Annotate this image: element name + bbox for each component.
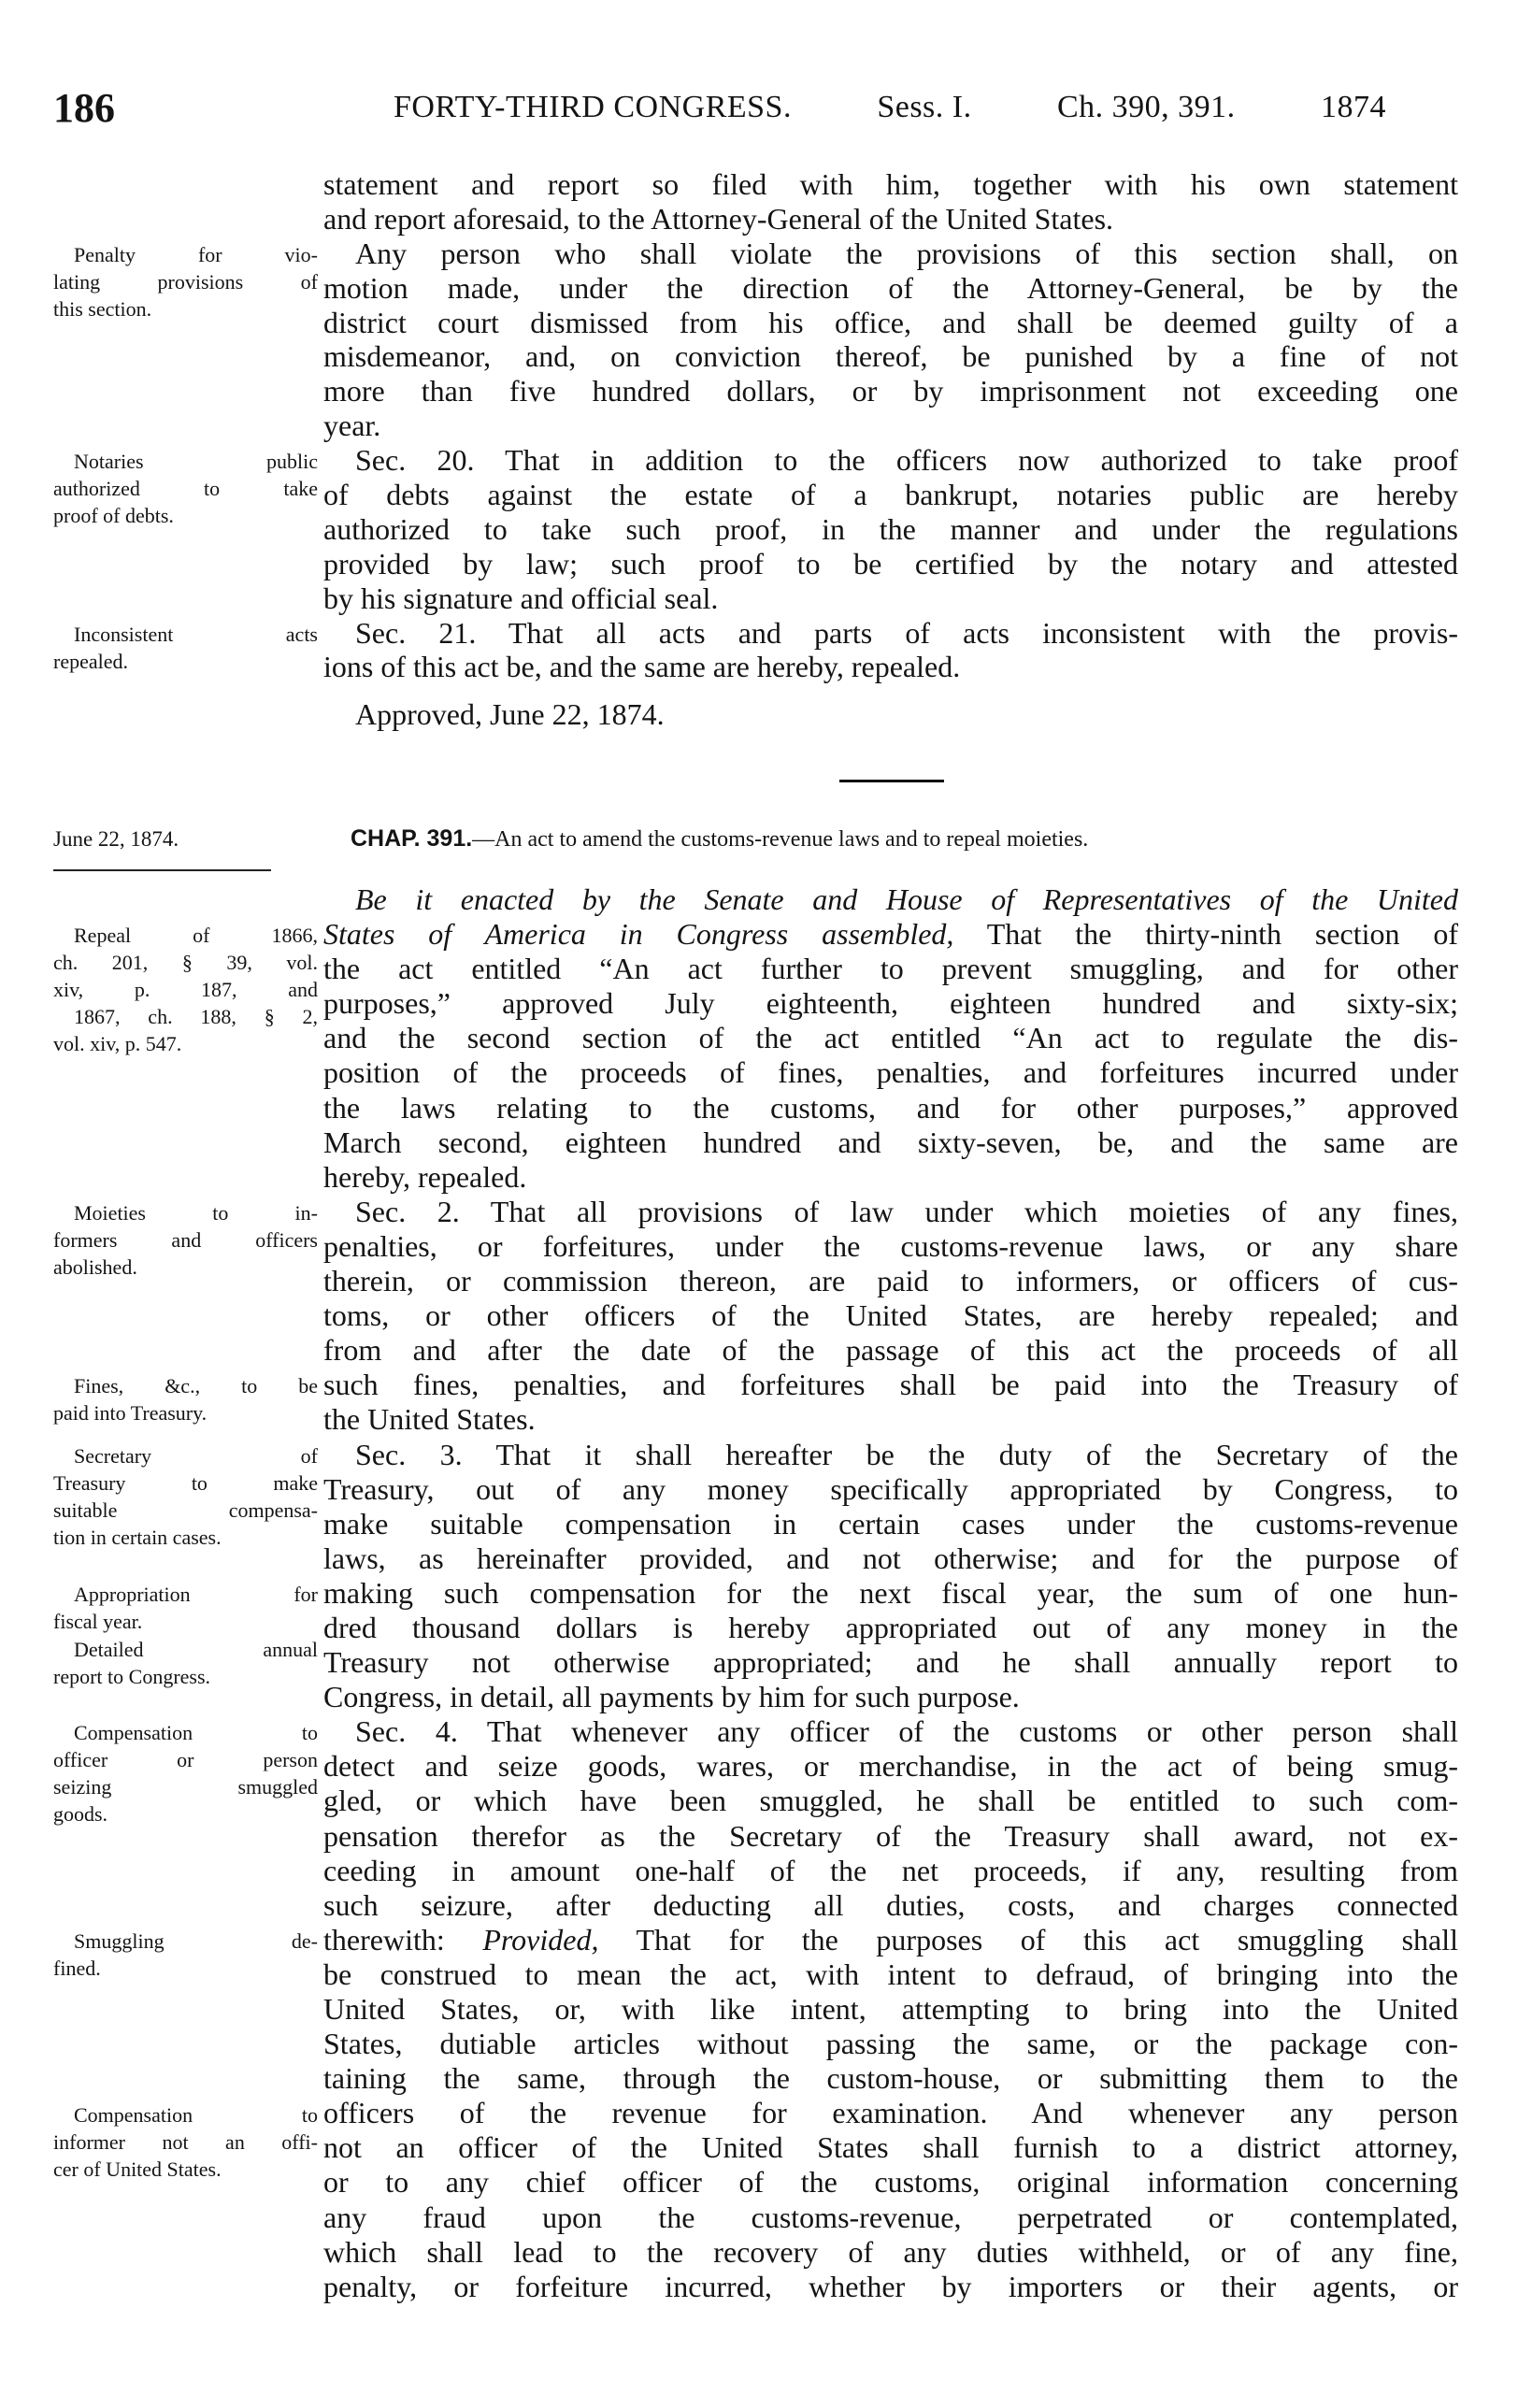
margin-note-line: Secretary of <box>74 1443 318 1468</box>
chapter-heading <box>351 825 1088 853</box>
text-line <box>323 1402 1458 1437</box>
text-segment: the United States. <box>323 1402 536 1437</box>
text-segment: such seizure, after deducting all duties, costs, and charges connected <box>323 1887 1458 1922</box>
text-line <box>323 1923 1458 1957</box>
text-segment: States, dutiable articles without passing the same, or the package con- <box>323 2027 1458 2061</box>
margin-note-line: fined. <box>53 1956 101 1980</box>
chapter-number: CHAP. 391. <box>351 825 473 852</box>
text-line <box>323 1298 1458 1333</box>
margin-note-line: Penalty for vio- <box>74 242 318 266</box>
text-line <box>323 2027 1458 2061</box>
text-segment: authorized to take such proof, in the manner and under the regulations <box>323 511 1458 546</box>
text-line <box>323 2096 1458 2130</box>
text-segment: purposes,” approved July eighteenth, eighteen hundred and sixty-six; <box>323 986 1458 1021</box>
margin-note <box>53 621 318 675</box>
text-line <box>323 1784 1458 1818</box>
text-segment: toms, or other officers of the United States, are hereby repealed; and <box>323 1298 1458 1333</box>
margin-note-line: Compensation to <box>74 2102 318 2127</box>
text-segment: gled, or which have been smuggled, he shall be entitled to such com- <box>323 1784 1458 1818</box>
margin-note <box>53 1442 318 1551</box>
text-segment: Sec. 2. That all provisions of law under which moieties of any fines, <box>355 1194 1458 1228</box>
margin-note <box>53 1199 318 1281</box>
margin-note-line: proof of debts. <box>53 504 174 528</box>
margin-note <box>53 1372 318 1426</box>
text-segment: officers of the revenue for examination. And whenever any person <box>323 2096 1458 2130</box>
margin-note-line: Fines, &c., to be <box>74 1374 318 1398</box>
text-line <box>323 236 1458 271</box>
text-segment: United States, or, with like intent, attempting to bring into the United <box>323 1992 1458 2026</box>
text-segment: ions of this act be, and the same are hereby, repealed. <box>323 650 961 684</box>
text-segment: from and after the date of the passage of this act the proceeds of all <box>323 1333 1458 1368</box>
margin-note-line: Moieties to in- <box>74 1200 318 1225</box>
section-divider <box>839 780 944 782</box>
text-segment: district court dismissed from his office, and shall be deemed guilty of a <box>323 305 1458 339</box>
text-line <box>323 581 1458 616</box>
margin-note <box>53 1581 318 1635</box>
chapter-390-text <box>323 167 1458 684</box>
margin-note <box>53 922 318 1057</box>
text-line <box>323 1957 1458 1992</box>
margin-note-line: Detailed annual <box>74 1638 318 1662</box>
margin-note <box>53 1636 318 1690</box>
text-segment: misdemeanor, and, on conviction thereof, be punished by a fine of not <box>323 339 1458 374</box>
text-segment: therein, or commission thereon, are paid to informers, or officers of cus- <box>323 1264 1458 1298</box>
text-line <box>323 1160 1458 1195</box>
text-line <box>323 1819 1458 1854</box>
text-segment: That for the purposes of this act smuggling shall <box>598 1922 1459 1956</box>
margin-note-line: seizing smuggled <box>53 1775 318 1799</box>
text-segment: laws, as hereinafter provided, and not otherwise; and for the purpose of <box>323 1541 1458 1575</box>
text-segment: Sec. 21. That all acts and parts of acts inconsistent with the provis- <box>355 615 1458 650</box>
running-head-chapters: Ch. 390, 391. <box>1056 90 1236 124</box>
text-segment: ceeding in amount one-half of the net proceeds, if any, resulting from <box>323 1853 1458 1887</box>
text-line <box>323 986 1458 1021</box>
text-line <box>323 1541 1458 1576</box>
text-line <box>323 1576 1458 1611</box>
margin-note-line: officer or person <box>53 1748 318 1772</box>
text-segment: which shall lead to the recovery of any duties withheld, or of any fine, <box>323 2234 1458 2269</box>
margin-note-line: paid into Treasury. <box>53 1401 208 1426</box>
date-underline <box>53 869 271 871</box>
text-line <box>323 167 1458 202</box>
text-line <box>323 271 1458 306</box>
margin-note <box>53 241 318 322</box>
text-segment: and the second section of the act entitled “An act to regulate the dis- <box>323 1021 1458 1055</box>
text-segment: position of the proceeds of fines, penalties, and forfeitures incurred under <box>323 1055 1458 1090</box>
text-segment: Congress, in detail, all payments by him for such purpose. <box>323 1680 1020 1714</box>
text-line <box>323 1611 1458 1645</box>
text-line <box>323 1091 1458 1125</box>
margin-note <box>53 1928 318 1982</box>
margin-note-line: Compensation to <box>74 1721 318 1745</box>
margin-note-line: Notaries public <box>74 450 318 474</box>
approval-line: Approved, June 22, 1874. <box>355 697 665 731</box>
margin-note-line: tion in certain cases. <box>53 1525 222 1549</box>
margin-note-line: authorized to take <box>53 477 318 501</box>
margin-note-line: suitable compensa- <box>53 1498 318 1522</box>
text-line <box>323 1888 1458 1923</box>
text-line <box>323 2061 1458 2096</box>
text-segment: be construed to mean the act, with intent to defraud, of bringing into the <box>323 1956 1458 1991</box>
margin-note-line: Inconsistent acts <box>74 622 318 646</box>
margin-note-line: cer of United States. <box>53 2157 222 2181</box>
margin-note-line: goods. <box>53 1802 108 1827</box>
text-segment: March second, eighteen hundred and sixty-seven, be, and the same are <box>323 1125 1458 1159</box>
text-segment: Any person who shall violate the provisions of this section shall, on <box>355 236 1458 270</box>
text-line <box>323 1680 1458 1714</box>
text-segment: taining the same, through the custom-house, or submitting them to the <box>323 2061 1458 2096</box>
text-line <box>323 547 1458 581</box>
text-segment: pensation therefor as the Secretary of the Treasury shall award, not ex- <box>323 1818 1458 1853</box>
text-line <box>323 1055 1458 1090</box>
text-line <box>323 339 1458 374</box>
text-line <box>323 1992 1458 2027</box>
margin-note-line: xiv, p. 187, and <box>53 978 318 1002</box>
text-segment: or to any chief officer of the customs, original information concerning <box>323 2165 1458 2200</box>
margin-note-line: repealed. <box>53 649 128 673</box>
text-segment: and report aforesaid, to the Attorney-General of the United States. <box>323 201 1114 236</box>
margin-note <box>53 1719 318 1828</box>
running-head-session: Sess. I. <box>877 90 972 124</box>
italic-text: Be it enacted by the Senate and House of Representatives of the United <box>355 882 1458 916</box>
text-segment: penalties, or forfeitures, under the customs-revenue laws, or any share <box>323 1228 1458 1263</box>
italic-text: States of America in Congress assembled, <box>323 917 954 952</box>
running-head-congress: FORTY-THIRD CONGRESS. <box>394 90 792 124</box>
text-line <box>323 917 1458 952</box>
text-line <box>323 1195 1458 1229</box>
text-segment: Sec. 4. That whenever any officer of the customs or other person shall <box>355 1714 1458 1749</box>
text-line <box>323 882 1458 917</box>
text-line <box>323 512 1458 547</box>
margin-note-line: fiscal year. <box>53 1610 143 1633</box>
chapter-date: June 22, 1874. <box>53 827 179 851</box>
margin-note-line: ch. 201, § 39, vol. <box>53 951 318 975</box>
text-segment: hereby, repealed. <box>323 1159 527 1194</box>
margin-note <box>53 2101 318 2183</box>
text-segment: make suitable compensation in certain cases under the customs-revenue <box>323 1506 1458 1541</box>
text-segment: such fines, penalties, and forfeitures shall be paid into the Treasury of <box>323 1368 1458 1402</box>
text-line <box>323 478 1458 512</box>
margin-note-line: abolished. <box>53 1254 137 1279</box>
text-line <box>323 374 1458 408</box>
text-segment: therewith: <box>323 1922 483 1956</box>
text-line <box>323 616 1458 651</box>
text-line <box>323 1749 1458 1784</box>
text-line <box>323 2200 1458 2235</box>
text-line <box>323 443 1458 478</box>
text-line <box>323 1438 1458 1472</box>
text-line <box>323 650 1458 684</box>
text-line <box>323 952 1458 986</box>
text-line <box>323 1229 1458 1264</box>
margin-note-line: Treasury to make <box>53 1470 318 1495</box>
text-segment: any fraud upon the customs-revenue, perpetrated or contemplated, <box>323 2200 1458 2234</box>
text-segment: That the thirty-ninth section of <box>953 917 1459 952</box>
running-head-year: 1874 <box>1320 90 1386 124</box>
text-line <box>323 1021 1458 1055</box>
text-line <box>323 2130 1458 2165</box>
text-segment: penalty, or forfeiture incurred, whether by importers or their agents, or <box>323 2269 1458 2303</box>
text-line <box>323 202 1458 236</box>
text-line <box>323 1714 1458 1749</box>
text-segment: more than five hundred dollars, or by imprisonment not exceeding one <box>323 374 1458 408</box>
text-line <box>323 2165 1458 2200</box>
text-segment: making such compensation for the next fiscal year, the sum of one hun- <box>323 1575 1458 1610</box>
text-line <box>323 1333 1458 1368</box>
italic-text: Provided, <box>482 1922 599 1956</box>
text-segment: detect and seize goods, wares, or merchandise, in the act of being smug- <box>323 1749 1458 1784</box>
margin-note-line: vol. xiv, p. 547. <box>53 1032 182 1056</box>
margin-note-line: Smuggling de- <box>74 1929 318 1953</box>
margin-note-line: lating provisions of <box>53 269 318 294</box>
text-line <box>323 1472 1458 1507</box>
text-segment: provided by law; such proof to be certified by the notary and attested <box>323 546 1458 580</box>
margin-note-line: this section. <box>53 296 152 321</box>
text-segment: Sec. 20. That in addition to the officers now authorized to take proof <box>355 443 1458 478</box>
margin-note-line: informer not an offi- <box>53 2129 318 2154</box>
text-segment: by his signature and official seal. <box>323 580 719 615</box>
text-line <box>323 1264 1458 1298</box>
text-line <box>323 1507 1458 1541</box>
text-segment: motion made, under the direction of the Attorney-General, be by the <box>323 270 1458 305</box>
running-head <box>394 90 1386 125</box>
text-line <box>323 306 1458 340</box>
text-line <box>323 2270 1458 2304</box>
text-line <box>323 1854 1458 1888</box>
text-segment: not an officer of the United States shall furnish to a district attorney, <box>323 2130 1458 2165</box>
text-segment: statement and report so filed with him, together with his own statement <box>323 167 1458 201</box>
text-line <box>323 408 1458 443</box>
margin-note-line: formers and officers <box>53 1227 318 1252</box>
text-line <box>323 1125 1458 1160</box>
page-number: 186 <box>53 85 115 131</box>
text-line <box>323 2235 1458 2270</box>
chapter-391-text <box>323 882 1458 2304</box>
margin-note-line: 1867, ch. 188, § 2, <box>74 1005 318 1029</box>
margin-note-line: Repeal of 1866, <box>74 924 318 948</box>
text-segment: Sec. 3. That it shall hereafter be the duty of the Secretary of the <box>355 1437 1458 1471</box>
margin-note-line: report to Congress. <box>53 1665 211 1689</box>
margin-note <box>53 448 318 529</box>
text-segment: year. <box>323 408 381 443</box>
text-segment: dred thousand dollars is hereby appropriated out of any money in the <box>323 1610 1458 1644</box>
text-segment: the act entitled “An act further to prevent smuggling, and for other <box>323 952 1458 986</box>
margin-note-line: Appropriation for <box>74 1583 318 1606</box>
text-line <box>323 1645 1458 1680</box>
chapter-title: —An act to amend the customs-revenue laws and to repeal moieties. <box>472 827 1089 852</box>
text-segment: Treasury, out of any money specifically appropriated by Congress, to <box>323 1471 1458 1506</box>
text-segment: Treasury not otherwise appropriated; and he shall annually report to <box>323 1645 1458 1680</box>
text-line <box>323 1368 1458 1402</box>
text-segment: of debts against the estate of a bankrupt, notaries public are hereby <box>323 478 1458 512</box>
text-segment: the laws relating to the customs, and for other purposes,” approved <box>323 1090 1458 1125</box>
